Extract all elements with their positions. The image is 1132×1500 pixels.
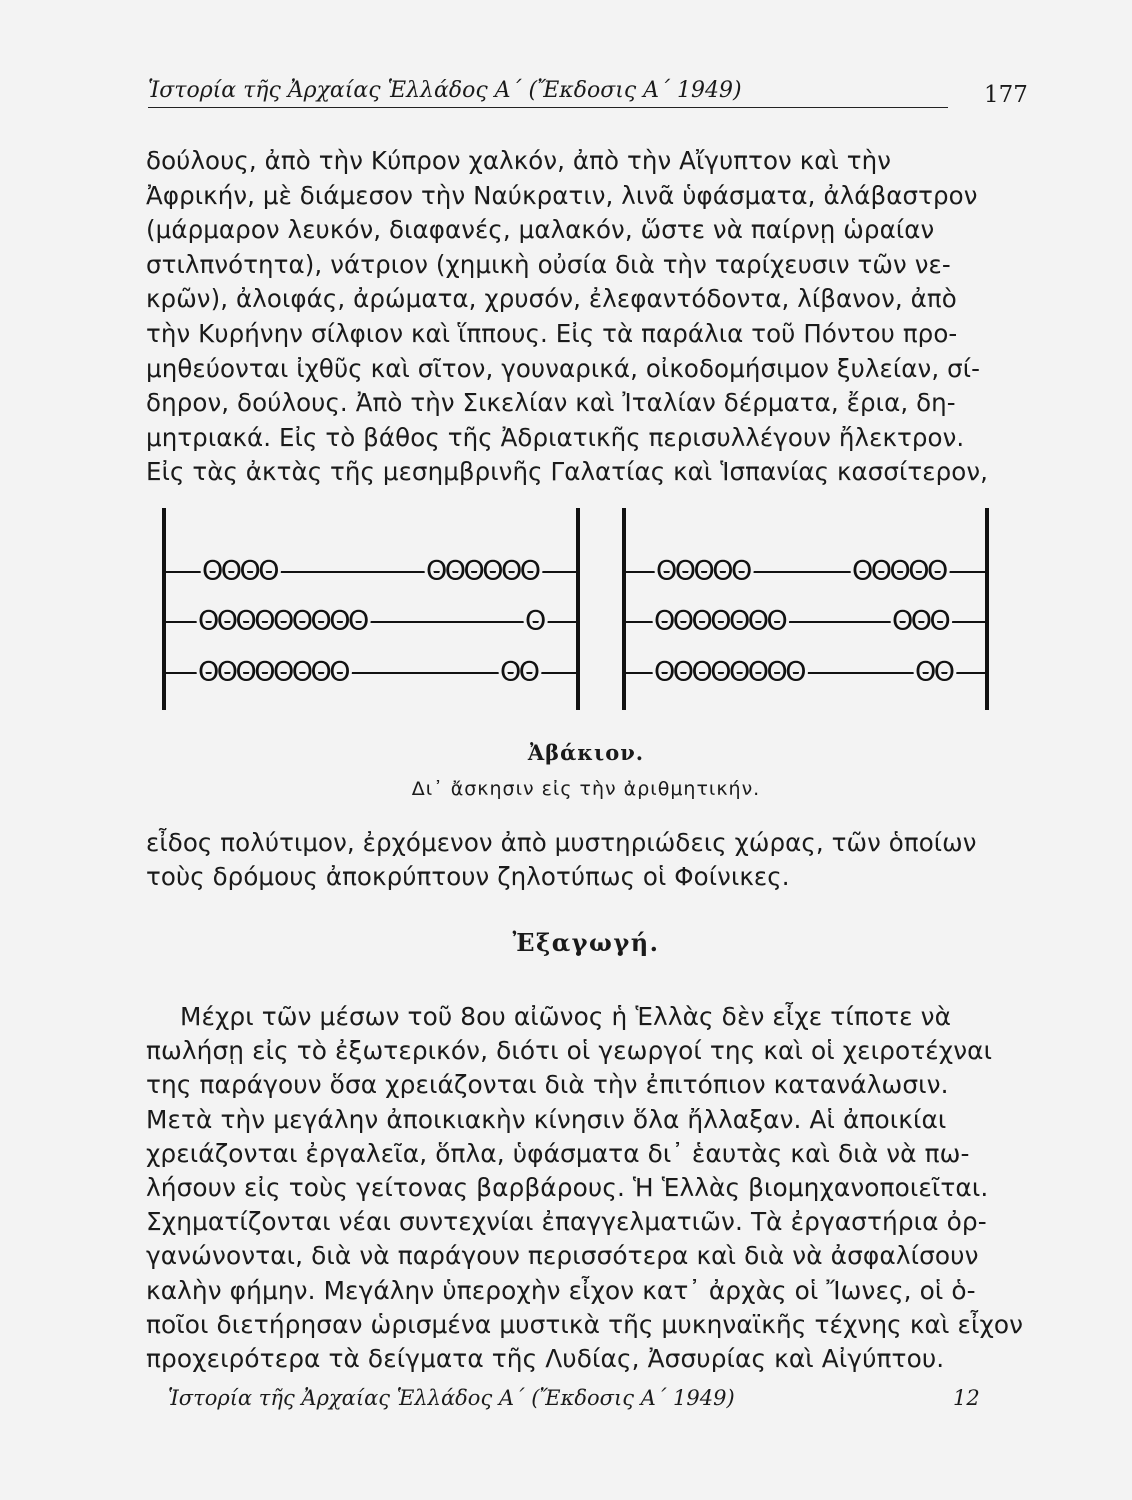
- text-line: (μάρμαρον λευκόν, διαφανές, μαλακόν, ὥστε νὰ παίρνῃ ὡραίαν: [146, 215, 935, 245]
- text-line: χρειάζονται ἐργαλεῖα, ὅπλα, ὑφάσματα δι᾽ ἑαυτὰς καὶ διὰ νὰ πω-: [146, 1138, 970, 1168]
- abacus-beads: OO: [500, 656, 538, 688]
- text-line: Σχηματίζονται νέαι συντεχνίαι ἐπαγγελματιῶν. Τὰ ἐργαστήρια ὀρ-: [146, 1207, 987, 1237]
- abacus-right-frame: [624, 508, 987, 710]
- footer-signature-mark: 12: [953, 1386, 980, 1410]
- text-line: Μετὰ τὴν μεγάλην ἀποικιακὴν κίνησιν ὅλα ἤλλαξαν. Αἱ ἀποικίαι: [146, 1104, 947, 1134]
- text-line: καλὴν φήμην. Μεγάλην ὑπεροχὴν εἶχον κατ᾽ ἀρχὰς οἱ Ἴωνες, οἱ ὁ-: [146, 1275, 976, 1305]
- abacus-beads: O: [525, 605, 544, 637]
- text-line: της παράγουν ὅσα χρειάζονται διὰ τὴν ἐπιτόπιον κατανάλωσιν.: [146, 1070, 949, 1100]
- abacus-beads: OOOOO: [852, 555, 946, 587]
- paragraph-3: [146, 1000, 1023, 1376]
- abacus-beads: OOOOOO: [426, 555, 539, 587]
- abacus-beads: OOOOOOOO: [198, 656, 349, 688]
- paragraph-1: [146, 144, 988, 490]
- abacus-illustration: [140, 500, 1000, 730]
- text-line: τὴν Κυρήνην σίλφιον καὶ ἵππους. Εἰς τὰ παράλια τοῦ Πόντου προ-: [146, 318, 958, 348]
- running-head: Ἱστορία τῆς Ἀρχαίας Ἑλλάδος Α΄ (Ἔκδοσις Α΄ 1949): [148, 78, 948, 108]
- page-number: 177: [984, 82, 1028, 108]
- text-line: Ἀφρικήν, μὲ διάμεσον τὴν Ναύκρατιν, λινᾶ ὑφάσματα, ἀλάβαστρον: [146, 180, 978, 210]
- text-line: δηρον, δούλους. Ἀπὸ τὴν Σικελίαν καὶ Ἰταλίαν δέρματα, ἔρια, δη-: [146, 388, 956, 418]
- text-line: προχειρότερα τὰ δείγματα τῆς Λυδίας, Ἀσσυρίας καὶ Αἰγύπτου.: [146, 1344, 945, 1374]
- text-line: λήσουν εἰς τοὺς γείτονας βαρβάρους. Ἡ Ἑλλὰς βιομηχανοποιεῖται.: [146, 1173, 989, 1203]
- abacus-beads: OOOOO: [656, 555, 750, 587]
- text-line: Εἰς τὰς ἀκτὰς τῆς μεσημβρινῆς Γαλατίας καὶ Ἱσπανίας κασσίτερον,: [146, 457, 989, 487]
- abacus-beads: OO: [915, 656, 953, 688]
- abacus-beads: OOOO: [202, 555, 278, 587]
- paragraph-2: [146, 826, 977, 894]
- text-line: Μέχρι τῶν μέσων τοῦ 8ου αἰῶνος ἡ Ἑλλὰς δὲν εἶχε τίποτε νὰ: [180, 1002, 952, 1031]
- text-line: μητριακά. Εἰς τὸ βάθος τῆς Ἀδριατικῆς περισυλλέγουν ἤλεκτρον.: [146, 422, 965, 452]
- text-line: τοὺς δρόμους ἀποκρύπτουν ζηλοτύπως οἱ Φοίνικες.: [146, 862, 790, 891]
- text-line: γανώνονται, διὰ νὰ παράγουν περισσότερα καὶ διὰ νὰ ἀσφαλίσουν: [146, 1241, 979, 1271]
- section-heading: Ἐξαγωγή.: [512, 928, 660, 957]
- footer-title: Ἱστορία τῆς Ἀρχαίας Ἑλλάδος Α΄ (Ἔκδοσις Α΄ 1949): [168, 1386, 735, 1410]
- figure-caption-title: Ἀβάκιον.: [527, 740, 645, 765]
- text-line: δούλους, ἀπὸ τὴν Κύπρον χαλκόν, ἀπὸ τὴν Αἴγυπτον καὶ τὴν: [146, 146, 892, 175]
- text-line: εἶδος πολύτιμον, ἐρχόμενον ἀπὸ μυστηριώδεις χώρας, τῶν ὁποίων: [146, 828, 977, 857]
- text-line: ποῖοι διετήρησαν ὡρισμένα μυστικὰ τῆς μυκηναϊκῆς τέχνης καὶ εἶχον: [146, 1309, 1024, 1339]
- abacus-left-frame: [164, 508, 578, 710]
- abacus-beads: OOOOOOOOO: [198, 605, 367, 637]
- text-line: κρῶν), ἀλοιφάς, ἀρώματα, χρυσόν, ἐλεφαντόδοντα, λίβανον, ἀπὸ: [146, 284, 957, 314]
- figure-caption-subtitle: Δι᾽ ἄσκησιν εἰς τὴν ἀριθμητικήν.: [411, 778, 761, 800]
- text-line: μηθεύονται ἰχθῦς καὶ σῖτον, γουναρικά, οἰκοδομήσιμον ξυλείαν, σί-: [146, 353, 981, 383]
- text-line: πωλήσῃ εἰς τὸ ἐξωτερικόν, διότι οἱ γεωργοί της καὶ οἱ χειροτέχναι: [146, 1036, 993, 1066]
- abacus-drawing: [140, 500, 1000, 730]
- abacus-beads: OOOOOOOO: [654, 656, 805, 688]
- abacus-beads: OOO: [892, 605, 949, 637]
- text-line: στιλπνότητα), νάτριον (χημικὴ οὐσία διὰ τὴν ταρίχευσιν τῶν νε-: [146, 249, 951, 279]
- abacus-beads: OOOOOOO: [654, 605, 786, 637]
